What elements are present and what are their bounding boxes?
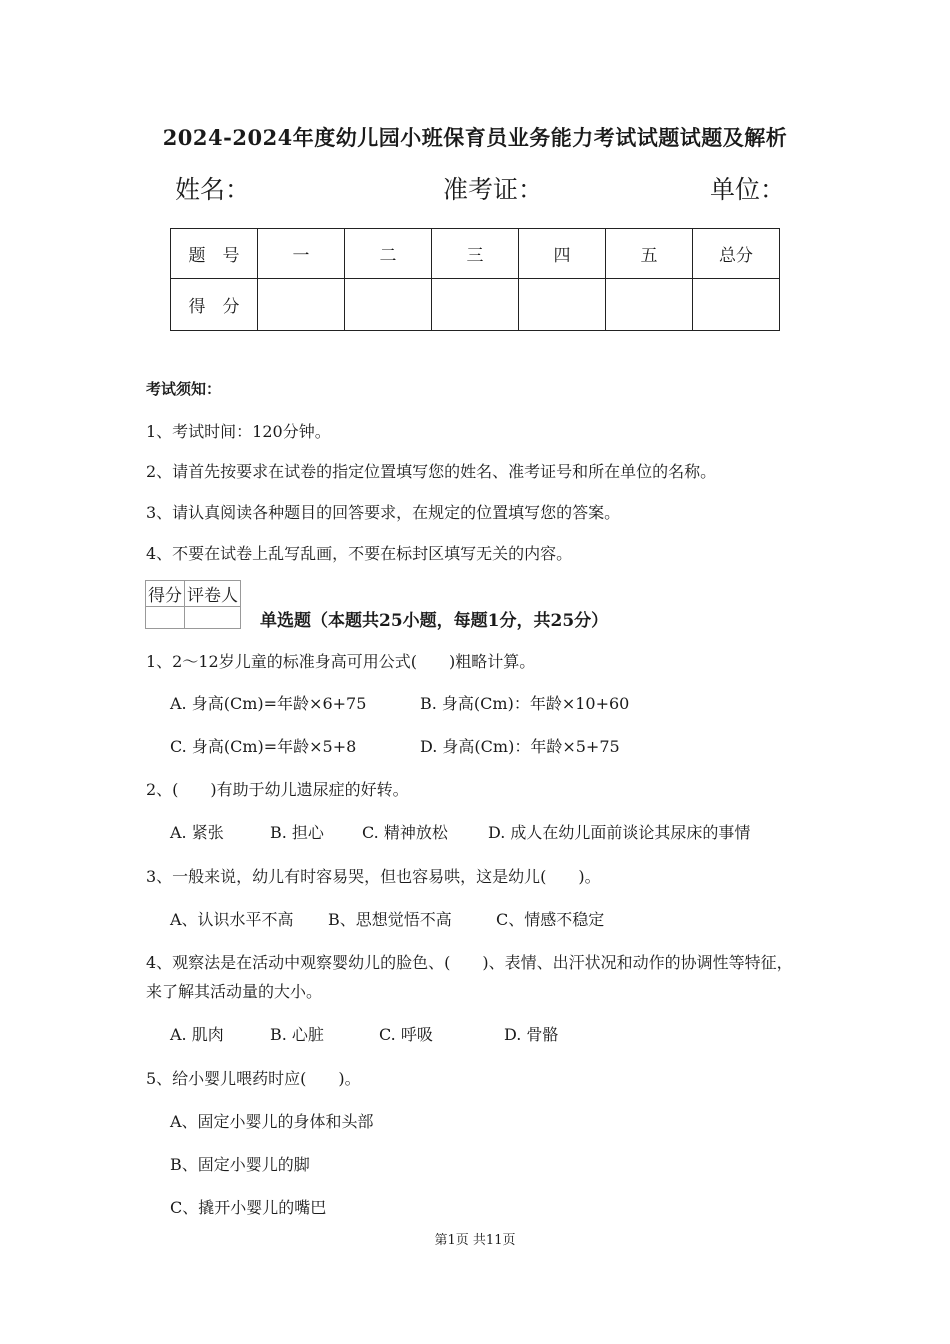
score-table-header: 总分 bbox=[693, 229, 780, 279]
option: B. 心脏 bbox=[270, 1025, 324, 1044]
grader-score-cell[interactable] bbox=[146, 607, 185, 629]
option: B、思想觉悟不高 bbox=[328, 910, 452, 929]
notice-item: 2、请首先按要求在试卷的指定位置填写您的姓名、准考证号和所在单位的名称。 bbox=[146, 462, 717, 481]
question-text: 3、一般来说，幼儿有时容易哭，但也容易哄，这是幼儿( )。 bbox=[146, 867, 601, 886]
score-cell[interactable] bbox=[258, 279, 345, 331]
score-cell[interactable] bbox=[345, 279, 432, 331]
score-cell[interactable] bbox=[519, 279, 606, 331]
score-table-header: 四 bbox=[519, 229, 606, 279]
option: B. 担心 bbox=[270, 823, 324, 842]
score-table-header: 五 bbox=[606, 229, 693, 279]
score-cell[interactable] bbox=[606, 279, 693, 331]
option: B、固定小婴儿的脚 bbox=[170, 1155, 310, 1174]
option: C. 呼吸 bbox=[379, 1025, 433, 1044]
option: C. 精神放松 bbox=[362, 823, 448, 842]
option: A、固定小婴儿的身体和头部 bbox=[170, 1112, 374, 1131]
score-table-header-row bbox=[171, 229, 780, 279]
option: C、情感不稳定 bbox=[496, 910, 605, 929]
grader-score-label: 得分 bbox=[146, 581, 185, 607]
option: C、撬开小婴儿的嘴巴 bbox=[170, 1198, 327, 1217]
question-text: 1、2～12岁儿童的标准身高可用公式( )粗略计算。 bbox=[146, 652, 536, 671]
option: D. 骨骼 bbox=[504, 1025, 559, 1044]
option: D. 身高(Cm)：年龄×5+75 bbox=[420, 737, 620, 756]
score-row-label: 得 分 bbox=[171, 279, 258, 331]
section-title: 单选题（本题共25小题，每题1分，共25分） bbox=[260, 611, 609, 631]
option: B. 身高(Cm)：年龄×10+60 bbox=[420, 694, 630, 713]
score-table-header: 一 bbox=[258, 229, 345, 279]
page-footer: 第1页 共11页 bbox=[434, 1233, 516, 1248]
grader-reviewer-label: 评卷人 bbox=[185, 581, 241, 607]
score-table-header: 二 bbox=[345, 229, 432, 279]
question-text: 2、( )有助于幼儿遗尿症的好转。 bbox=[146, 780, 409, 799]
notice-title: 考试须知： bbox=[146, 380, 222, 398]
score-cell[interactable] bbox=[693, 279, 780, 331]
question-text: 5、给小婴儿喂药时应( )。 bbox=[146, 1069, 361, 1088]
exam-id-field-label: 准考证： bbox=[443, 175, 544, 204]
option: A、认识水平不高 bbox=[170, 910, 294, 929]
option: A. 紧张 bbox=[170, 823, 224, 842]
notice-item: 4、不要在试卷上乱写乱画，不要在标封区填写无关的内容。 bbox=[146, 544, 573, 563]
question-text: 4、观察法是在活动中观察婴幼儿的脸色、( )、表情、出汗状况和动作的协调性等特征， bbox=[146, 953, 793, 972]
option: D. 成人在幼儿面前谈论其尿床的事情 bbox=[488, 823, 751, 842]
notice-item: 1、考试时间：120分钟。 bbox=[146, 422, 331, 441]
notice-item: 3、请认真阅读各种题目的回答要求，在规定的位置填写您的答案。 bbox=[146, 503, 621, 522]
score-table-header: 三 bbox=[432, 229, 519, 279]
unit-field-label: 单位： bbox=[710, 175, 786, 204]
option: A. 肌肉 bbox=[170, 1025, 224, 1044]
grader-table bbox=[145, 580, 241, 629]
option: C. 身高(Cm)=年龄×5+8 bbox=[170, 737, 357, 756]
score-table-header: 题 号 bbox=[171, 229, 258, 279]
question-text-continuation: 来了解其活动量的大小。 bbox=[146, 982, 323, 1001]
document-title: 2024-2024年度幼儿园小班保育员业务能力考试试题试题及解析 bbox=[162, 125, 788, 150]
score-cell[interactable] bbox=[432, 279, 519, 331]
option: A. 身高(Cm)=年龄×6+75 bbox=[170, 694, 367, 713]
score-table-score-row bbox=[171, 279, 780, 331]
grader-reviewer-cell[interactable] bbox=[185, 607, 241, 629]
name-field-label: 姓名： bbox=[175, 175, 251, 204]
score-table bbox=[170, 228, 780, 331]
